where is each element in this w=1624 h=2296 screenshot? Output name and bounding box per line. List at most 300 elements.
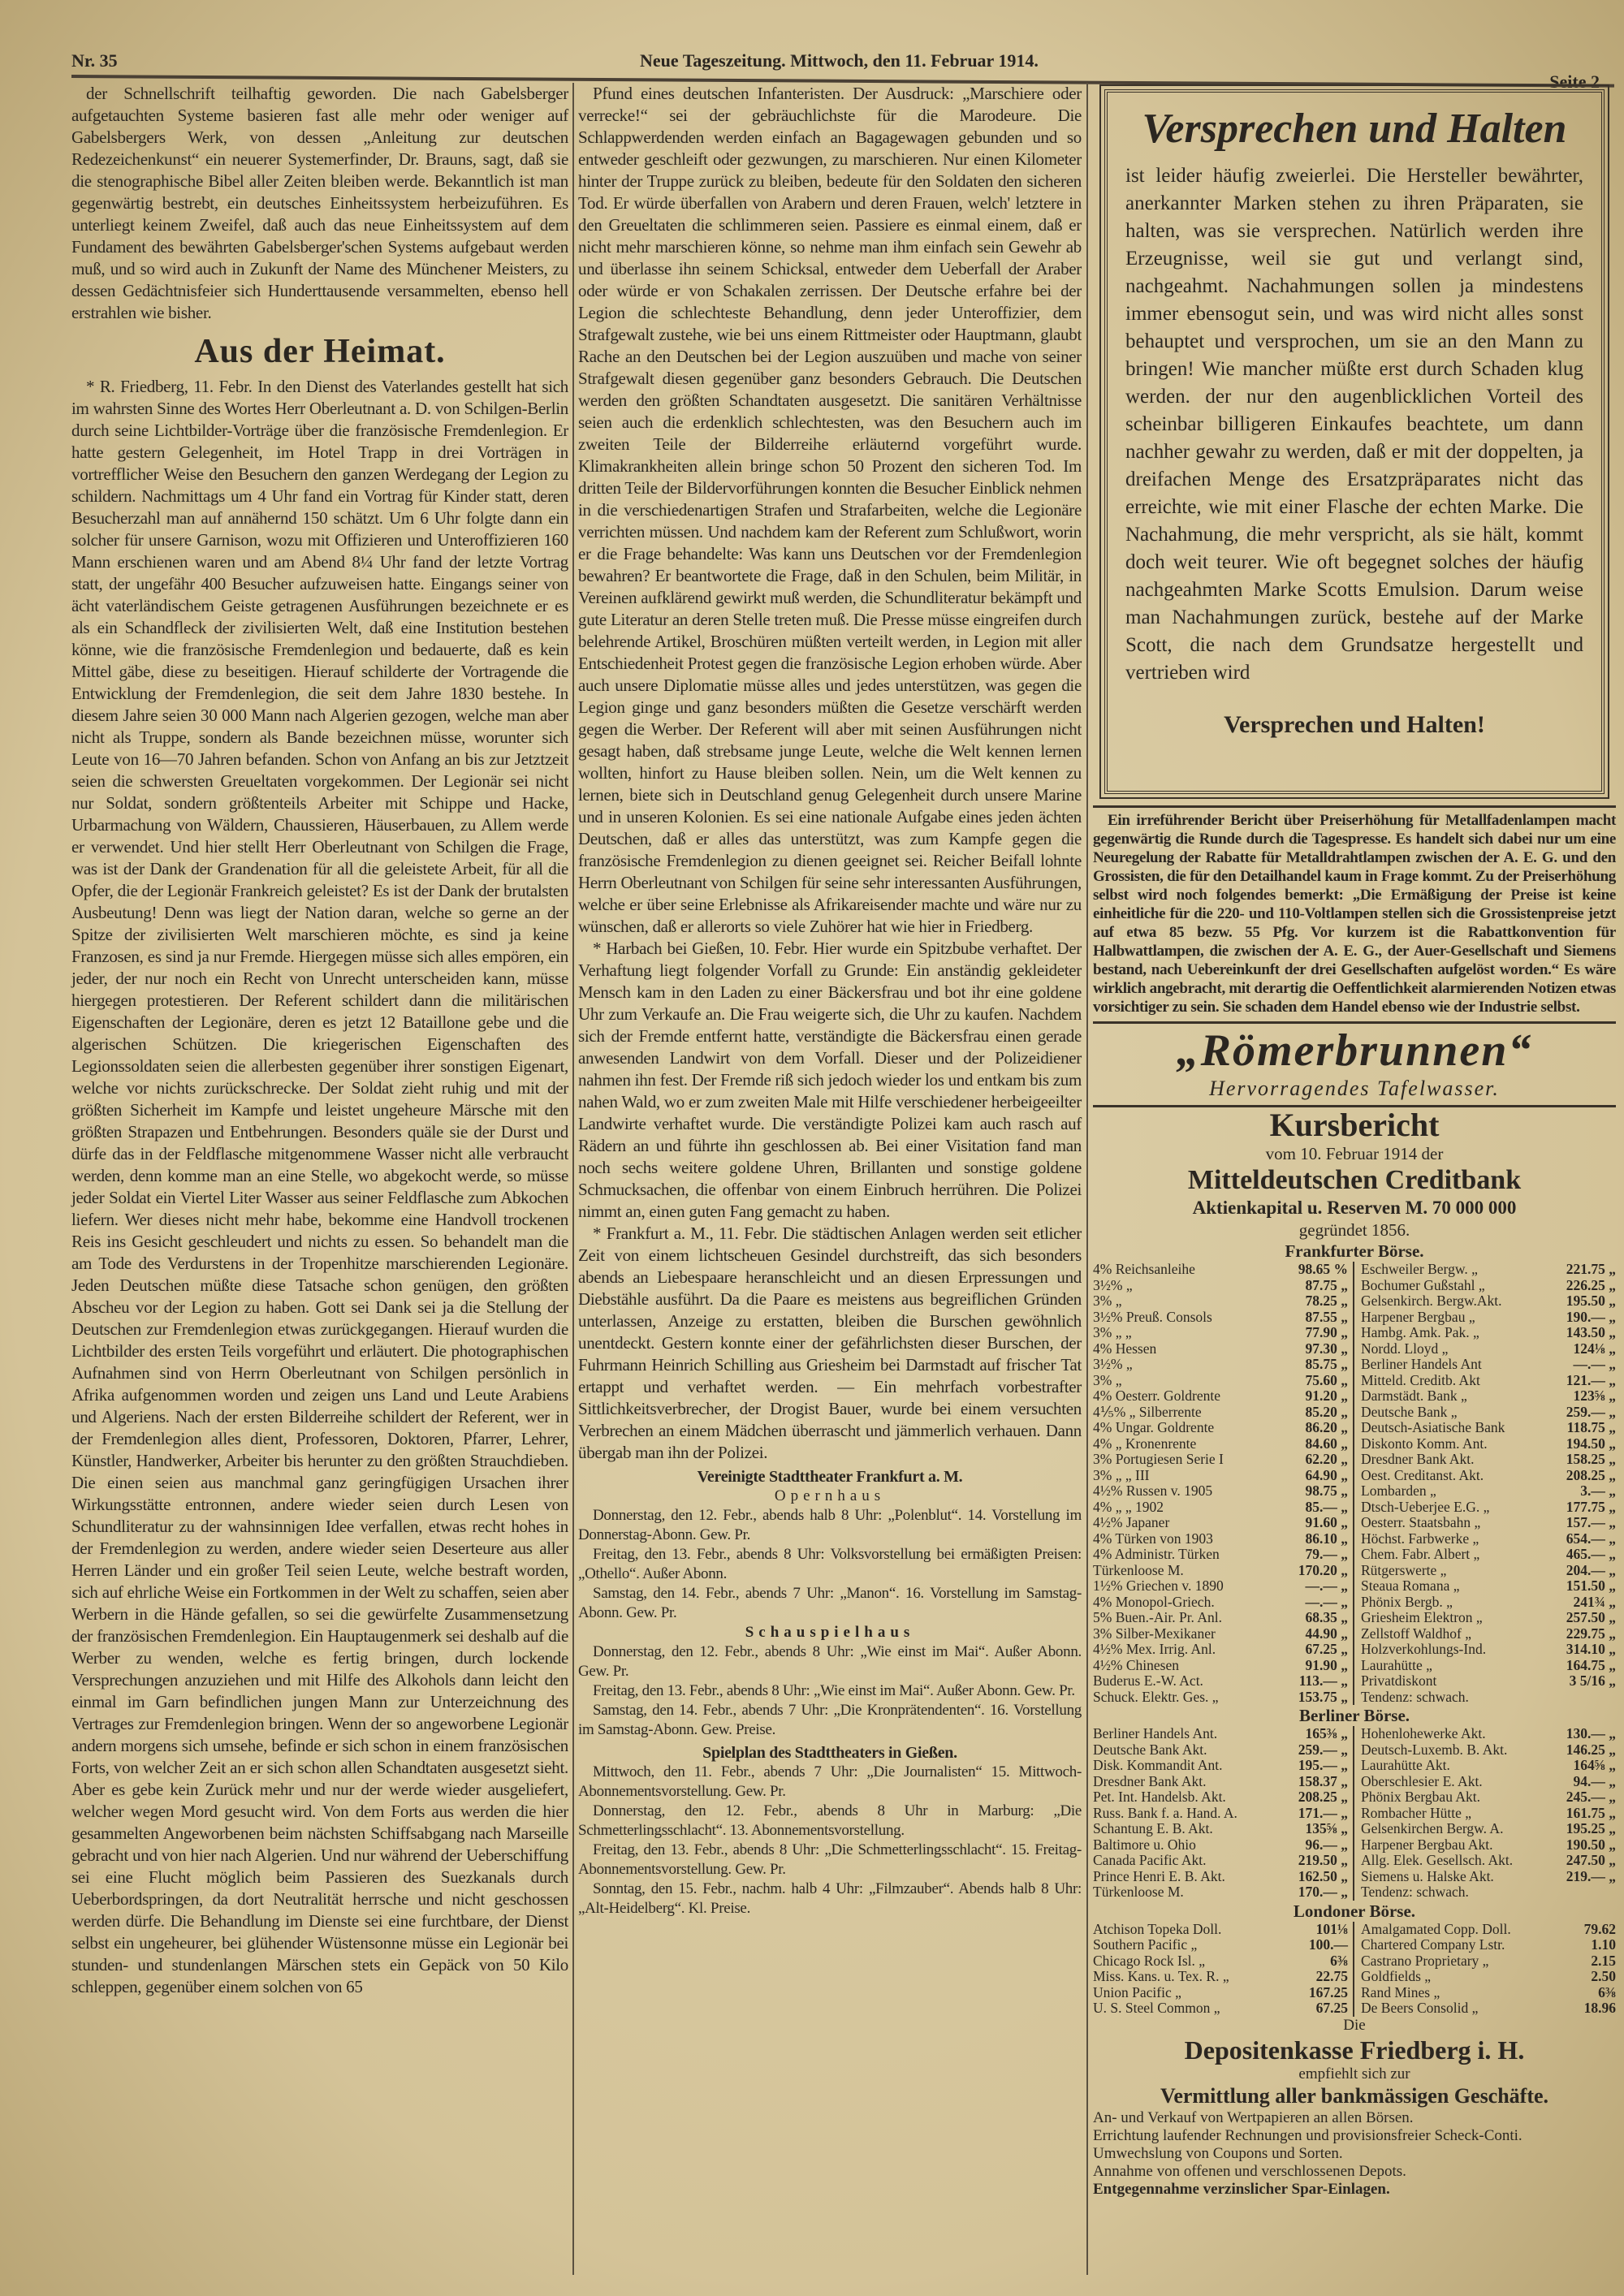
security-name: 4% Oesterr. Goldrente [1093,1388,1220,1404]
security-name: Prince Henri E. B. Akt. [1093,1867,1225,1884]
quote-value: —.— „ [1573,1356,1616,1372]
stock-report [1093,1107,1616,1241]
quote-row [1093,1563,1348,1579]
frankfurt-table [1093,1262,1616,1705]
quote-row [1093,1310,1348,1326]
security-name: Rand Mines „ [1361,1983,1440,2000]
article-frankfurt: * Frankfurt a. M., 11. Febr. Die städtischen Anlagen werden seit etlicher Zeit von einem lichtscheuen Gesindel durchstreift, das sich besonders abends an Liebespaare heranschleicht und an diesen Erpressungen und Diebstähle ausführt. Da die Paare es meistens aus begreiflichen Gründen unterlassen, Anzeige zu erstatten, bleiben die Burschen gewöhnlich unentdeckt. Gestern konnte einer der gefährlichsten dieser Burschen, der Fuhrmann Heinrich Schilling aus Griesheim bei Darmstadt auf frischer Tat ertappt und verhaftet werden. — Ein mehrfach vorbestrafter Sittlichkeitsverbrecher, der Drogist Bauer, wurde bei einem versuchten Verbrechen an einem Mädchen überrascht und jämmerlich verhauen. Dann übergab man ihn der Polizei. [578,1224,1082,1462]
quote-row [1361,1357,1616,1373]
quote-row [1093,1578,1348,1595]
security-name: Deutsche Bank Akt. [1093,1741,1207,1758]
security-name: Hambg. Amk. Pak. „ [1361,1324,1479,1340]
quote-value: 161.75 „ [1566,1804,1616,1821]
quote-row [1093,1373,1348,1389]
quote-row [1361,1953,1616,1970]
theater-house: Opernhaus [774,1487,886,1504]
left-column [1093,1726,1354,1901]
quote-value: 146.25 „ [1566,1741,1616,1758]
quote-value: 91.20 „ [1305,1388,1348,1404]
security-name: Gelsenkirchen Bergw. A. [1361,1820,1504,1836]
article-harbach: * Harbach bei Gießen, 10. Febr. Hier wurde ein Spitzbube verhaftet. Der Verhaftung liegt folgender Vorfall zu Grunde: Ein anständig gekleideter Mensch kam in den Laden zu einer Bäckersfrau und bot ihr eine goldene Uhr zum Verkaufe an. Die Frau weigerte sich, die Uhr zu kaufen. Nachdem sich der Fremde entfernt hatte, verständigte die Bäckersfrau einen gerade anwesenden Landwirt von dem Vorfall. Dieser und der Polizeidiener nahmen ihn fest. Der Fremde riß sich jedoch wieder los und entkam bis zum nahen Wald, wo er zum zweiten Male mit Hilfe verschiedener herbeigeeilter Landwirte verhaftet wurde. Die verständigte Polizei kam auch rasch auf Rädern an und führte ihn geschlossen ab. Bei einer Visitation fand man noch sechs weitere goldene Uhren, Brillanten und sonstige goldene Schmucksachen, die offenbar von einem Einbruch herrühren. Die Polizei nimmt an, einen guten Fang gemacht zu haben. [578,939,1082,1221]
quote-value: 190.50 „ [1566,1836,1616,1853]
security-name: Phönix Bergbau Akt. [1361,1789,1480,1805]
quote-value: 164.75 „ [1566,1656,1616,1673]
quote-row [1361,1969,1616,1985]
security-name: Harpener Bergbau „ [1361,1308,1475,1325]
quote-row [1361,1626,1616,1642]
masthead-title: Neue Tageszeitung. Mittwoch, den 11. Februar 1914. [640,50,1039,71]
security-name: Deutsch-Luxemb. B. Akt. [1361,1741,1508,1758]
security-name: 4% Ungar. Goldrente [1093,1419,1215,1435]
security-name: Türkenloose M. [1093,1884,1184,1900]
security-name: 4½% Japaner [1093,1514,1170,1530]
quote-row [1361,2000,1616,2017]
quote-value: 170.20 „ [1298,1561,1348,1578]
security-name: 4⅕% „ Silberrente [1093,1403,1202,1420]
quote-row [1361,1690,1616,1706]
service-item: Errichtung laufender Rechnungen und provisionsfreier Scheck-Conti. [1093,2126,1522,2144]
quote-value: 6⅜ [1330,1952,1348,1969]
listing-line: Freitag, den 13. Febr., abends 8 Uhr: „Wie einst im Mai“. Außer Abonn. Gew. Pr. [593,1682,1075,1699]
security-name: Baltimore u. Ohio [1093,1836,1196,1853]
quote-row [1093,1969,1348,1985]
quote-value: 190.— „ [1566,1308,1616,1325]
quote-row [1361,1658,1616,1674]
quote-row [1093,1388,1348,1405]
quote-value: 91.90 „ [1305,1656,1348,1673]
quote-row [1361,1642,1616,1658]
security-name: 3% „ „ [1093,1324,1132,1340]
quote-row [1361,1293,1616,1310]
quote-value: 195.— „ [1298,1757,1348,1773]
quote-row [1093,1922,1348,1938]
quote-row [1093,1726,1348,1742]
quote-value: 68.35 „ [1305,1609,1348,1625]
quote-row [1361,1821,1616,1837]
left-column [1093,1262,1354,1705]
security-name: Höchst. Farbwerke „ [1361,1530,1479,1547]
quote-row [1361,1500,1616,1516]
quote-row [1361,1922,1616,1938]
security-name: Allg. Elek. Gesellsch. Akt. [1361,1852,1514,1868]
security-name: Buderus E.-W. Act. [1093,1672,1203,1689]
security-name: Berliner Handels Ant [1361,1356,1482,1372]
security-name: Schantung E. B. Akt. [1093,1820,1213,1836]
quote-value: 654.— „ [1566,1530,1616,1547]
quote-row [1093,1452,1348,1468]
listing-line: Freitag, den 13. Febr., abends 8 Uhr: Volksvorstellung bei ermäßigten Preisen: „Othello“. Außer Abonn. [578,1546,1082,1582]
listing-line: Donnerstag, den 12. Febr., abends halb 8 Uhr: „Polenblut“. 14. Vorstellung im Donnerstag-Abonn. Gew. Pr. [578,1507,1082,1543]
quote-value: 135⅝ „ [1305,1820,1348,1836]
quote-value: 465.— „ [1566,1546,1616,1562]
security-name: Rombacher Hütte „ [1361,1804,1472,1821]
quote-value: 245.— „ [1566,1789,1616,1805]
quote-row [1093,1642,1348,1658]
quote-row [1361,1310,1616,1326]
quote-row [1361,1341,1616,1357]
security-name: Tendenz: schwach. [1361,1884,1469,1900]
quote-value: 195.50 „ [1566,1293,1616,1309]
section-heading: Aus der Heimat. [194,333,446,370]
quote-value: 259.— „ [1298,1741,1348,1758]
ad-title: „Römerbrunnen“ [1176,1025,1533,1076]
quote-value: —.— „ [1305,1577,1348,1594]
quote-row [1093,1658,1348,1674]
listing-line: Samstag, den 14. Febr., abends 7 Uhr: „Die Kronprätendenten“. 16. Vorstellung im Samstag-Abonn. Gew. Preise. [578,1702,1082,1738]
security-name: Bochumer Gußstahl „ [1361,1276,1485,1293]
quote-value: 62.20 „ [1305,1451,1348,1467]
security-name: Atchison Topeka Doll. [1093,1920,1222,1937]
security-name: Laurahütte Akt. [1361,1757,1450,1773]
theater-house: Schauspielhaus [745,1624,915,1641]
quote-row [1093,1468,1348,1484]
quote-value: 22.75 [1315,1968,1348,1984]
quote-row [1361,1985,1616,2001]
security-name: Diskonto Komm. Ant. [1361,1435,1488,1452]
theater-title: Vereinigte Stadttheater Frankfurt a. M. [697,1468,963,1486]
quote-value: 85.20 „ [1305,1403,1348,1420]
quote-row [1093,1262,1348,1278]
security-name: Berliner Handels Ant. [1093,1725,1218,1741]
service-item: Umwechslung von Coupons und Sorten. [1093,2144,1343,2162]
quote-row [1361,1806,1616,1822]
quote-row [1361,1547,1616,1563]
quote-value: 208.25 „ [1566,1466,1616,1483]
security-name: 4% Hessen [1093,1340,1157,1357]
security-name: 4% Monopol-Griech. [1093,1593,1215,1610]
quote-value: 79.— „ [1305,1546,1348,1562]
quote-row [1093,1806,1348,1822]
quote-value: 259.— „ [1566,1403,1616,1420]
ad-body: ist leider häufig zweierlei. Die Hersteller bewährter, anerkannter Marken stehen zu ihren Präparaten, sie halten, was sie versprechen. Natürlich werden ihre Erzeugnisse, weil sie gut und verlangt sind, nachgeahmt. Nachahmungen sollen ja mindestens immer ebensogut sein, und was wird nicht alles sonst behauptet und versprochen, um sie an den Mann zu bringen! Wie mancher müßte erst durch Schaden klug werden. der nur den augenblicklichen Vorteil des scheinbar billigeren Einkaufes beachtete, um dann nachher gewahr zu werden, daß er mit der doppelten, ja dreifachen Menge des Ersatzpräparates nicht das erreichte, wie mit einer Flasche der echten Marke. Die Nachahmung, die mehr verspricht, als sie hält, kommt doch weit teurer. Wie oft begegnet solches der häufig nachgeahmten Marke Scotts Emulsion. Darum weise man Nachahmungen zurück, bestehe auf der Marke Scott, die nach dem Grundsatze hergestellt und vertrieben wird [1125,165,1583,684]
quote-value: 164⅝ „ [1573,1757,1616,1773]
quote-value: 67.25 [1315,2000,1348,2016]
lamp-price-notice: Ein irreführender Bericht über Preiserhöhung für Metallfadenlampen macht gegenwärtig die Runde durch die Tagespresse. Es handelt sich dabei nur um eine Neuregelung der Rabatte für Metalldrahtlampen zwischen der A. E. G. und den Grossisten, die für den Detailhandel kaum in Frage kommt. Zu der Preiserhöhung selbst wird noch folgendes bemerkt: „Die Ermäßigung der Preise ist keine einheitliche für die 220- und 110-Voltlampen stellen sich die Grossistenpreise jetzt auf etwa 85 bezw. 55 Pfg. Vor kurzem ist die Rabattkonvention für Halbwattlampen, die zwischen der A. E. G., der Auer-Gesellschaft und Siemens bestand, nach Uebereinkunft der drei Gesellschaften aufgelöst worden.“ Es wäre wirklich angebracht, mit derartig die Oeffentlichkeit alarmierenden Notizen etwas vorsichtiger zu sein. Sie schaden dem Handel ebenso wie der Industrie selbst. [1093,805,1616,1016]
quote-row [1361,1869,1616,1885]
quote-row [1361,1758,1616,1774]
quote-row [1093,1953,1348,1970]
ad-text: Die [1343,2016,1366,2034]
quote-value: 219.— „ [1566,1867,1616,1884]
quote-value: 151.50 „ [1566,1577,1616,1594]
quote-row [1093,1937,1348,1953]
quote-value: 2.50 [1591,1968,1616,1984]
security-name: Dtsch-Ueberjee E.G. „ [1361,1498,1490,1515]
security-name: 3% Portugiesen Serie I [1093,1451,1224,1467]
report-title: Kursbericht [1269,1107,1440,1143]
quote-row [1093,1357,1348,1373]
quote-row [1361,1468,1616,1484]
security-name: 5% Buen.-Air. Pr. Anl. [1093,1609,1222,1625]
security-name: Lombarden „ [1361,1482,1436,1499]
quote-row [1093,1341,1348,1357]
ad-footer: Versprechen und Halten! [1224,711,1485,738]
service-item: Annahme von offenen und verschlossenen Depots. [1093,2162,1406,2180]
security-name: Griesheim Elektron „ [1361,1609,1483,1625]
security-name: Amalgamated Copp. Doll. [1361,1920,1511,1937]
ad-subtitle: Hervorragendes Tafelwasser. [1209,1077,1500,1100]
security-name: Castrano Proprietary „ [1361,1952,1489,1969]
quote-row [1361,1837,1616,1854]
security-name: 3% „ [1093,1293,1122,1309]
security-name: Siemens u. Halske Akt. [1361,1867,1494,1884]
quote-value: 314.10 „ [1566,1641,1616,1657]
quote-row [1361,1373,1616,1389]
security-name: Dresdner Bank Akt. [1093,1772,1207,1789]
left-column [1093,1922,1354,2017]
bank-capital: Aktienkapital u. Reserven M. 70 000 000 [1192,1198,1517,1218]
quote-row [1361,1325,1616,1341]
security-name: 4% Türken von 1903 [1093,1530,1213,1547]
london-table [1093,1922,1616,2017]
security-name: Russ. Bank f. a. Hand. A. [1093,1804,1237,1821]
quote-value: 77.90 „ [1305,1324,1348,1340]
security-name: 4% Reichsanleihe [1093,1261,1195,1277]
quote-value: 195.25 „ [1566,1820,1616,1836]
quote-row [1361,1436,1616,1452]
security-name: Goldfields „ [1361,1968,1432,1984]
security-name: 3½% Preuß. Consols [1093,1308,1212,1325]
article-friedberg: * R. Friedberg, 11. Febr. In den Dienst des Vaterlandes gestellt hat sich im wahrsten Sinne des Wortes Herr Oberleutnant a. D. von Schilgen-Berlin durch seine Lichtbilder-Vorträge über die französische Fremdenlegion. Er hatte gestern Gelegenheit, im Hotel Trapp in drei Vorträgen in vortrefflicher Weise den Besuchern den ganzen Werdegang der Legion zu schildern. Nachmittags um 4 Uhr fand ein Vortrag für Kinder statt, deren Besucherzahl man auf annähernd 150 schätzt. Um 6 Uhr folgte dann ein solcher für unsere Garnison, wozu mit Offizieren und Unteroffizieren 160 Mann erschienen waren und am Abend 8¼ Uhr fand der letzte Vortrag statt, der ungefähr 400 Besucher aufzuweisen hatte. Eingangs seiner von ächt vaterländischem Geiste getragenen Ausführungen bezeichnete er es als ein Schandfleck der zivilisierten Welt, daß eine Institution bestehen könne, wie die französische Fremdenlegion und bedauerte, daß es kein Mittel gäbe, diese zu beseitigen. Hierauf schilderte der Vortragende die Entwicklung der Fremdenlegion, die seit dem Jahre 1830 bestehe. In diesem Jahre seien 30 000 Mann nach Algerien gezogen, welche man aber nicht als Truppe, sondern als Bande bezeichnen müsse, worunter sich Leute von 16—70 Jahren befanden. Schon von Anfang an bis zur Jetztzeit seien die schwersten Greueltaten vorgekommen. Der Legionär sei nicht nur Soldat, sondern größtenteils Arbeiter mit Schippe und Hacke, Urbarmachung von Wäldern, Chaussieren, Häuserbauen, zu Allem werde er verwendet. Und hier stellt Herr Oberleutnant von Schilgen die Frage, was ist der Dank der Grandenation für all die geleistete Arbeit, für all die Opfer, die der Legionär Frankreich geleistet? Es ist der Dank der brutalsten Ausbeutung! Denn was liegt der Nation daran, welche so gerne an der Spitze der zivilisierten Welt marschieren möchte, es sind ja keine Franzosen, es sind ja nur Fremde. Hiergegen müsse sich alles empören, ein jeder, der nur noch ein Recht von Unrecht unterscheiden kann, müsse hiergegen protestieren. Der Referent schildert dann die militärischen Eigenschaften der Legionäre, deren es jetzt 12 Bataillone gebe und die algerischen Schützen. Die kriegerischen Eigenschaften des Legionssoldaten seien die allerbesten gegenüber ihrer sonstigen Eigenart, welche vor nichts zurückschrecke. Der Soldat zieht ruhig und mit der größten Sicherheit im Kampfe und leistet ungeheure Märsche mit den größten Strapazen und Entbehrungen. Besonders quäle sie der Durst und dürfe das in der Feldflasche mitgenommene Wasser nicht alle verbraucht werden, denn komme man an eine Stelle, wo abgekocht werde, so müsse jeder Soldat ein Viertel Liter Wasser aus seiner Feldflasche zum Abkochen liefern. Wer dieses nicht mehr habe, bekomme eine Handvoll trockenen Reis ins Gesicht geschleudert und nichts zu essen. So behandelt man die am Tode des Verdurstens in der Tropenhitze marschierenden Legionäre. Jeden Deutschen müßte diese Tatsache schon genügen, den größten Abscheu vor der Legion zu haben. Gott sei Dank sei ja die Stellung der Deutschen zur Fremdenlegion etwas zurückgegangen. Hierauf wurden die Lichtbilder des ersten Teils vorgeführt und erläutert. Die photographischen Aufnahmen sind von Herrn Oberleutnant von Schilgen persönlich in Afrika aufgenommen worden und zeigen uns Land und Leute Arabiens und Algeriens. Nach der ersten Bilderreihe schildert der Referent, wer in der Fremdenlegion alles dient, Professoren, Doktoren, Pfarrer, Lehrer, Künstler, Handwerker, Arbeiter bis herunter zu den größten Strauchdieben. Die einen seien aus manchmal ganz geringfügigen Ursachen ihrer Wirkungsstätte entronnen, andere wieder seien durch Lesen von Schundliteratur zu der wahnsinnigen Idee verfallen, etwas recht hohes in der Fremdenlegion zu werden, andere wieder seien Deserteure aus aller Herren Länder und ein großer Teil seien Leute, welche bestraft worden, sich auf ehrliche Weise ein Fortkommen in der Welt zu schaffen, seien aber Werbern in die Hände gefallen, so sei die gewürfelte Zusammensetzung der französischen Fremdenlegion. Ein Hauptaugenmerk sei deshalb auf die Werber zu wenden, welche es fertig bringen, durch lockende Versprechungen anzuziehen und mit Hilfe des Alkohols dann leicht den einmal im Garn befindlichen jungen Mann zur Unterzeichnung des Vertrages zur Fremdenlegion bringen. Wenn der so angeworbene Legionär andern morgens sich umsehe, befinde er sich schon in einem französischen Forts, von welcher Zeit an er sich schon allen Schandtaten ausgesetzt sieht. Aber es gebe kein Zurück mehr und nur der werde wieder ausgeliefert, welcher wegen Mord gesucht wird. Von dem Forts aus werden die hier gesammelten Angeworbenen beim nächsten Schiffsabgang nach Marseille gebracht und von hier nach Algerien. Und nur während der Ueberschiffung sei eine Flucht möglich beim Passieren des Suezkanals durch Ueberbordspringen, da dort Neutralität herrsche und nicht geschossen werden dürfe. Die Behandlung im Dienste sei eine furchtbare, der Dienst selbst ein ungeheurer, bei glühender Wüstensonne müsse ein Legionär bei stunden- und stundenlangen Märschen stets ein Gepäck von 50 Kilo schleppen, gegenüber einem solchen von 65 [71,377,568,1996]
quote-value: 96.— „ [1305,1836,1348,1853]
quote-row [1093,1789,1348,1806]
quote-row [1361,1726,1616,1742]
quote-row [1361,1483,1616,1500]
quote-row [1093,1515,1348,1531]
quote-value: 170.— „ [1298,1884,1348,1900]
security-name: Canada Pacific Akt. [1093,1852,1207,1868]
quote-row [1361,1563,1616,1579]
security-name: Phönix Bergb. „ [1361,1593,1453,1610]
quote-value: 226.25 „ [1566,1276,1616,1293]
column-2 [578,83,1082,1918]
quote-value: 1.10 [1591,1936,1616,1953]
bank-founded: gegründet 1856. [1298,1220,1410,1240]
quote-value: 208.25 „ [1298,1789,1348,1805]
right-column [1354,1922,1616,2017]
quote-value: 123⅝ „ [1573,1388,1616,1404]
quote-row [1361,1405,1616,1421]
quote-value: 219.50 „ [1298,1852,1348,1868]
quote-value: 162.50 „ [1298,1867,1348,1884]
quote-row [1361,1610,1616,1626]
listing-line: Donnerstag, den 12. Febr., abends 8 Uhr: „Wie einst im Mai“. Außer Abonn. Gew. Pr. [578,1643,1082,1680]
service-item: An- und Verkauf von Wertpapieren an allen Börsen. [1093,2108,1414,2126]
quote-row [1093,1673,1348,1690]
quote-row [1361,1278,1616,1294]
exchange-title: Berliner Börse. [1298,1706,1410,1725]
security-name: Dresdner Bank Akt. [1361,1451,1475,1467]
ad-title: Depositenkasse Friedberg i. H. [1184,2035,1525,2065]
report-date: vom 10. Februar 1914 der [1265,1144,1444,1163]
quote-value: 97.30 „ [1305,1340,1348,1357]
right-column [1354,1726,1616,1901]
quote-row [1093,1837,1348,1854]
quote-value: 153.75 „ [1298,1688,1348,1705]
quote-value: 86.20 „ [1305,1419,1348,1435]
quote-value: 221.75 „ [1566,1261,1616,1277]
quote-value: 121.— „ [1566,1371,1616,1388]
security-name: 4% Administr. Türken [1093,1546,1220,1562]
quote-value: 3.— „ [1580,1482,1616,1499]
security-name: Steaua Romana „ [1361,1577,1460,1594]
security-name: Miss. Kans. u. Tex. R. „ [1093,1968,1229,1984]
quote-row [1361,1853,1616,1869]
security-name: Deutsch-Asiatische Bank [1361,1419,1505,1435]
exchange-title: Londoner Börse. [1293,1901,1416,1921]
quote-value: 3 5/16 „ [1569,1672,1616,1689]
security-name: Southern Pacific „ [1093,1936,1198,1953]
quote-row [1361,1515,1616,1531]
right-column [1354,1262,1616,1705]
quote-value: 6⅜ [1598,1983,1616,2000]
quote-row [1361,1937,1616,1953]
quote-row [1093,1278,1348,1294]
quote-value: 98.65 % [1298,1261,1348,1277]
quote-row [1093,1690,1348,1706]
ad-title: Versprechen und Halten [1142,106,1567,152]
quote-value: —.— „ [1305,1593,1348,1610]
security-name: Holzverkohlungs-Ind. [1361,1641,1487,1657]
column-3 [1093,83,1616,2199]
quote-row [1093,1821,1348,1837]
quote-row [1093,1293,1348,1310]
quote-value: 165⅜ „ [1305,1725,1348,1741]
quote-row [1361,1531,1616,1547]
column-divider [572,83,574,2275]
quote-value: 241¾ „ [1573,1593,1616,1610]
roemerbrunnen-ad [1093,1021,1616,1107]
theater-listing-frankfurt [578,1467,1082,1918]
quote-row [1361,1578,1616,1595]
berlin-table [1093,1726,1616,1901]
quote-value: 79.62 [1583,1920,1616,1937]
security-name: Oberschlesier E. Akt. [1361,1772,1483,1789]
quote-row [1093,1420,1348,1436]
quote-value: 64.90 „ [1305,1466,1348,1483]
service-item: Entgegennahme verzinslicher Spar-Einlagen. [1093,2180,1390,2198]
security-name: Union Pacific „ [1093,1983,1181,2000]
security-name: 3½% „ [1093,1276,1133,1293]
security-name: Darmstädt. Bank „ [1361,1388,1467,1404]
quote-value: 78.25 „ [1305,1293,1348,1309]
security-name: U. S. Steel Common „ [1093,2000,1220,2016]
security-name: Chicago Rock Isl. „ [1093,1952,1206,1969]
security-name: Mitteld. Creditb. Akt [1361,1371,1480,1388]
quote-row [1093,1610,1348,1626]
security-name: Privatdiskont [1361,1672,1437,1689]
security-name: 4½% Russen v. 1905 [1093,1482,1213,1499]
quote-value: 44.90 „ [1305,1625,1348,1642]
quote-row [1093,1547,1348,1563]
theater-title: Spielplan des Stadttheaters in Gießen. [702,1744,957,1762]
quote-value: 18.96 [1583,2000,1616,2016]
security-name: Rütgerswerte „ [1361,1561,1447,1578]
quote-row [1093,1985,1348,2001]
quote-value: 158.25 „ [1566,1451,1616,1467]
security-name: Eschweiler Bergw. „ [1361,1261,1478,1277]
quote-value: 143.50 „ [1566,1324,1616,1340]
quote-row [1093,1758,1348,1774]
quote-row [1093,1869,1348,1885]
listing-line: Donnerstag, den 12. Febr., abends 8 Uhr in Marburg: „Die Schmetterlingsschlacht“. 13. Abonnementsvorstellung. [578,1802,1082,1839]
quote-value: 85.75 „ [1305,1356,1348,1372]
quote-value: 158.37 „ [1298,1772,1348,1789]
page-number: Seite 2 [1549,71,1600,92]
quote-row [1361,1884,1616,1901]
quote-value: 94.— „ [1573,1772,1616,1789]
security-name: 4% „ „ 1902 [1093,1498,1164,1515]
quote-value: 87.55 „ [1305,1308,1348,1325]
ad-text: empfiehlt sich zur [1298,2065,1410,2082]
quote-row [1093,1626,1348,1642]
security-name: 4½% Chinesen [1093,1656,1179,1673]
quote-value: 167.25 [1308,1983,1348,2000]
security-name: Pet. Int. Handelsb. Akt. [1093,1789,1226,1805]
depositenkasse-ad [1093,2017,1616,2199]
column-divider [1086,83,1088,2275]
quote-row [1361,1420,1616,1436]
exchange-title: Frankfurter Börse. [1285,1241,1424,1261]
security-name: Harpener Bergbau Akt. [1361,1836,1493,1853]
listing-line: Samstag, den 14. Febr., abends 7 Uhr: „Manon“. 16. Vorstellung im Samstag-Abonn. Gew. Pr. [578,1585,1082,1621]
security-name: Oest. Creditanst. Akt. [1361,1466,1484,1483]
security-name: Oesterr. Staatsbahn „ [1361,1514,1481,1530]
security-name: Chem. Fabr. Albert „ [1361,1546,1480,1562]
security-name: Schuck. Elektr. Ges. „ [1093,1688,1219,1705]
quote-value: 100.— [1308,1936,1348,1953]
security-name: 3% „ [1093,1371,1122,1388]
security-name: Deutsche Bank „ [1361,1403,1458,1420]
quote-row [1093,2000,1348,2017]
security-name: Gelsenkirch. Bergw.Akt. [1361,1293,1502,1309]
security-name: 3% „ „ III [1093,1466,1150,1483]
quote-value: 118.75 „ [1566,1419,1616,1435]
quote-value: 194.50 „ [1566,1435,1616,1452]
quote-row [1093,1742,1348,1759]
quote-row [1361,1388,1616,1405]
bank-name: Mitteldeutschen Creditbank [1187,1165,1522,1195]
security-name: Nordd. Lloyd „ [1361,1340,1449,1357]
security-name: 1½% Griechen v. 1890 [1093,1577,1224,1594]
quote-value: 85.— „ [1305,1498,1348,1515]
quote-value: 75.60 „ [1305,1371,1348,1388]
security-name: Türkenloose M. [1093,1561,1184,1578]
article-stenography-end: der Schnellschrift teilhaftig geworden. Die nach Gabelsberger aufgetauchten Systeme basieren fast alle mehr oder weniger auf Gabelsbergers Werk, von dessen „Anleitung zur deutschen Redezeichenkunst“ ein neuerer Systemerfinder, Dr. Brauns, sagt, daß sie die stenographische Bibel aller Zeiten bleiben werde. Bekanntlich ist man gegenwärtig bestrebt, ein deutsches Einheitssystem herbeizuführen. Es unterliegt keinem Zweifel, daß auch das neue Einheitssystem auf dem Fundament des bewährten Gabelsberger'schen Systems aufgebaut werden muß, und so wird auch in Zukunft der Name des Münchener Meisters, zu dessen Gedächtnisfeier sich Hunderttausende versammelten, ebenso hell erstrahlen wie bisher. [71,84,568,322]
quote-row [1093,1436,1348,1452]
security-name: Hohenlohewerke Akt. [1361,1725,1486,1741]
quote-value: 84.60 „ [1305,1435,1348,1452]
security-name: Tendenz: schwach. [1361,1688,1469,1705]
quote-row [1093,1531,1348,1547]
quote-value: 67.25 „ [1305,1641,1348,1657]
quote-row [1361,1789,1616,1806]
quote-value: 98.75 „ [1305,1482,1348,1499]
quote-value: 91.60 „ [1305,1514,1348,1530]
quote-row [1361,1774,1616,1790]
quote-value: 204.— „ [1566,1561,1616,1578]
quote-value: 124⅛ „ [1573,1340,1616,1357]
quote-row [1093,1483,1348,1500]
quote-row [1361,1262,1616,1278]
listing-line: Sonntag, den 15. Febr., nachm. halb 4 Uhr: „Filmzauber“. Abends halb 8 Uhr: „Alt-Heidelberg“. Kl. Preise. [578,1880,1082,1917]
issue-number: Nr. 35 [71,50,118,71]
quote-value: 247.50 „ [1566,1852,1616,1868]
quote-row [1361,1742,1616,1759]
listing-line: Mittwoch, den 11. Febr., abends 7 Uhr: „Die Journalisten“ 15. Mittwoch-Abonnementsvorstellung. Gew. Pr. [578,1763,1082,1800]
scotts-emulsion-ad [1104,89,1605,794]
security-name: Zellstoff Waldhof „ [1361,1625,1471,1642]
